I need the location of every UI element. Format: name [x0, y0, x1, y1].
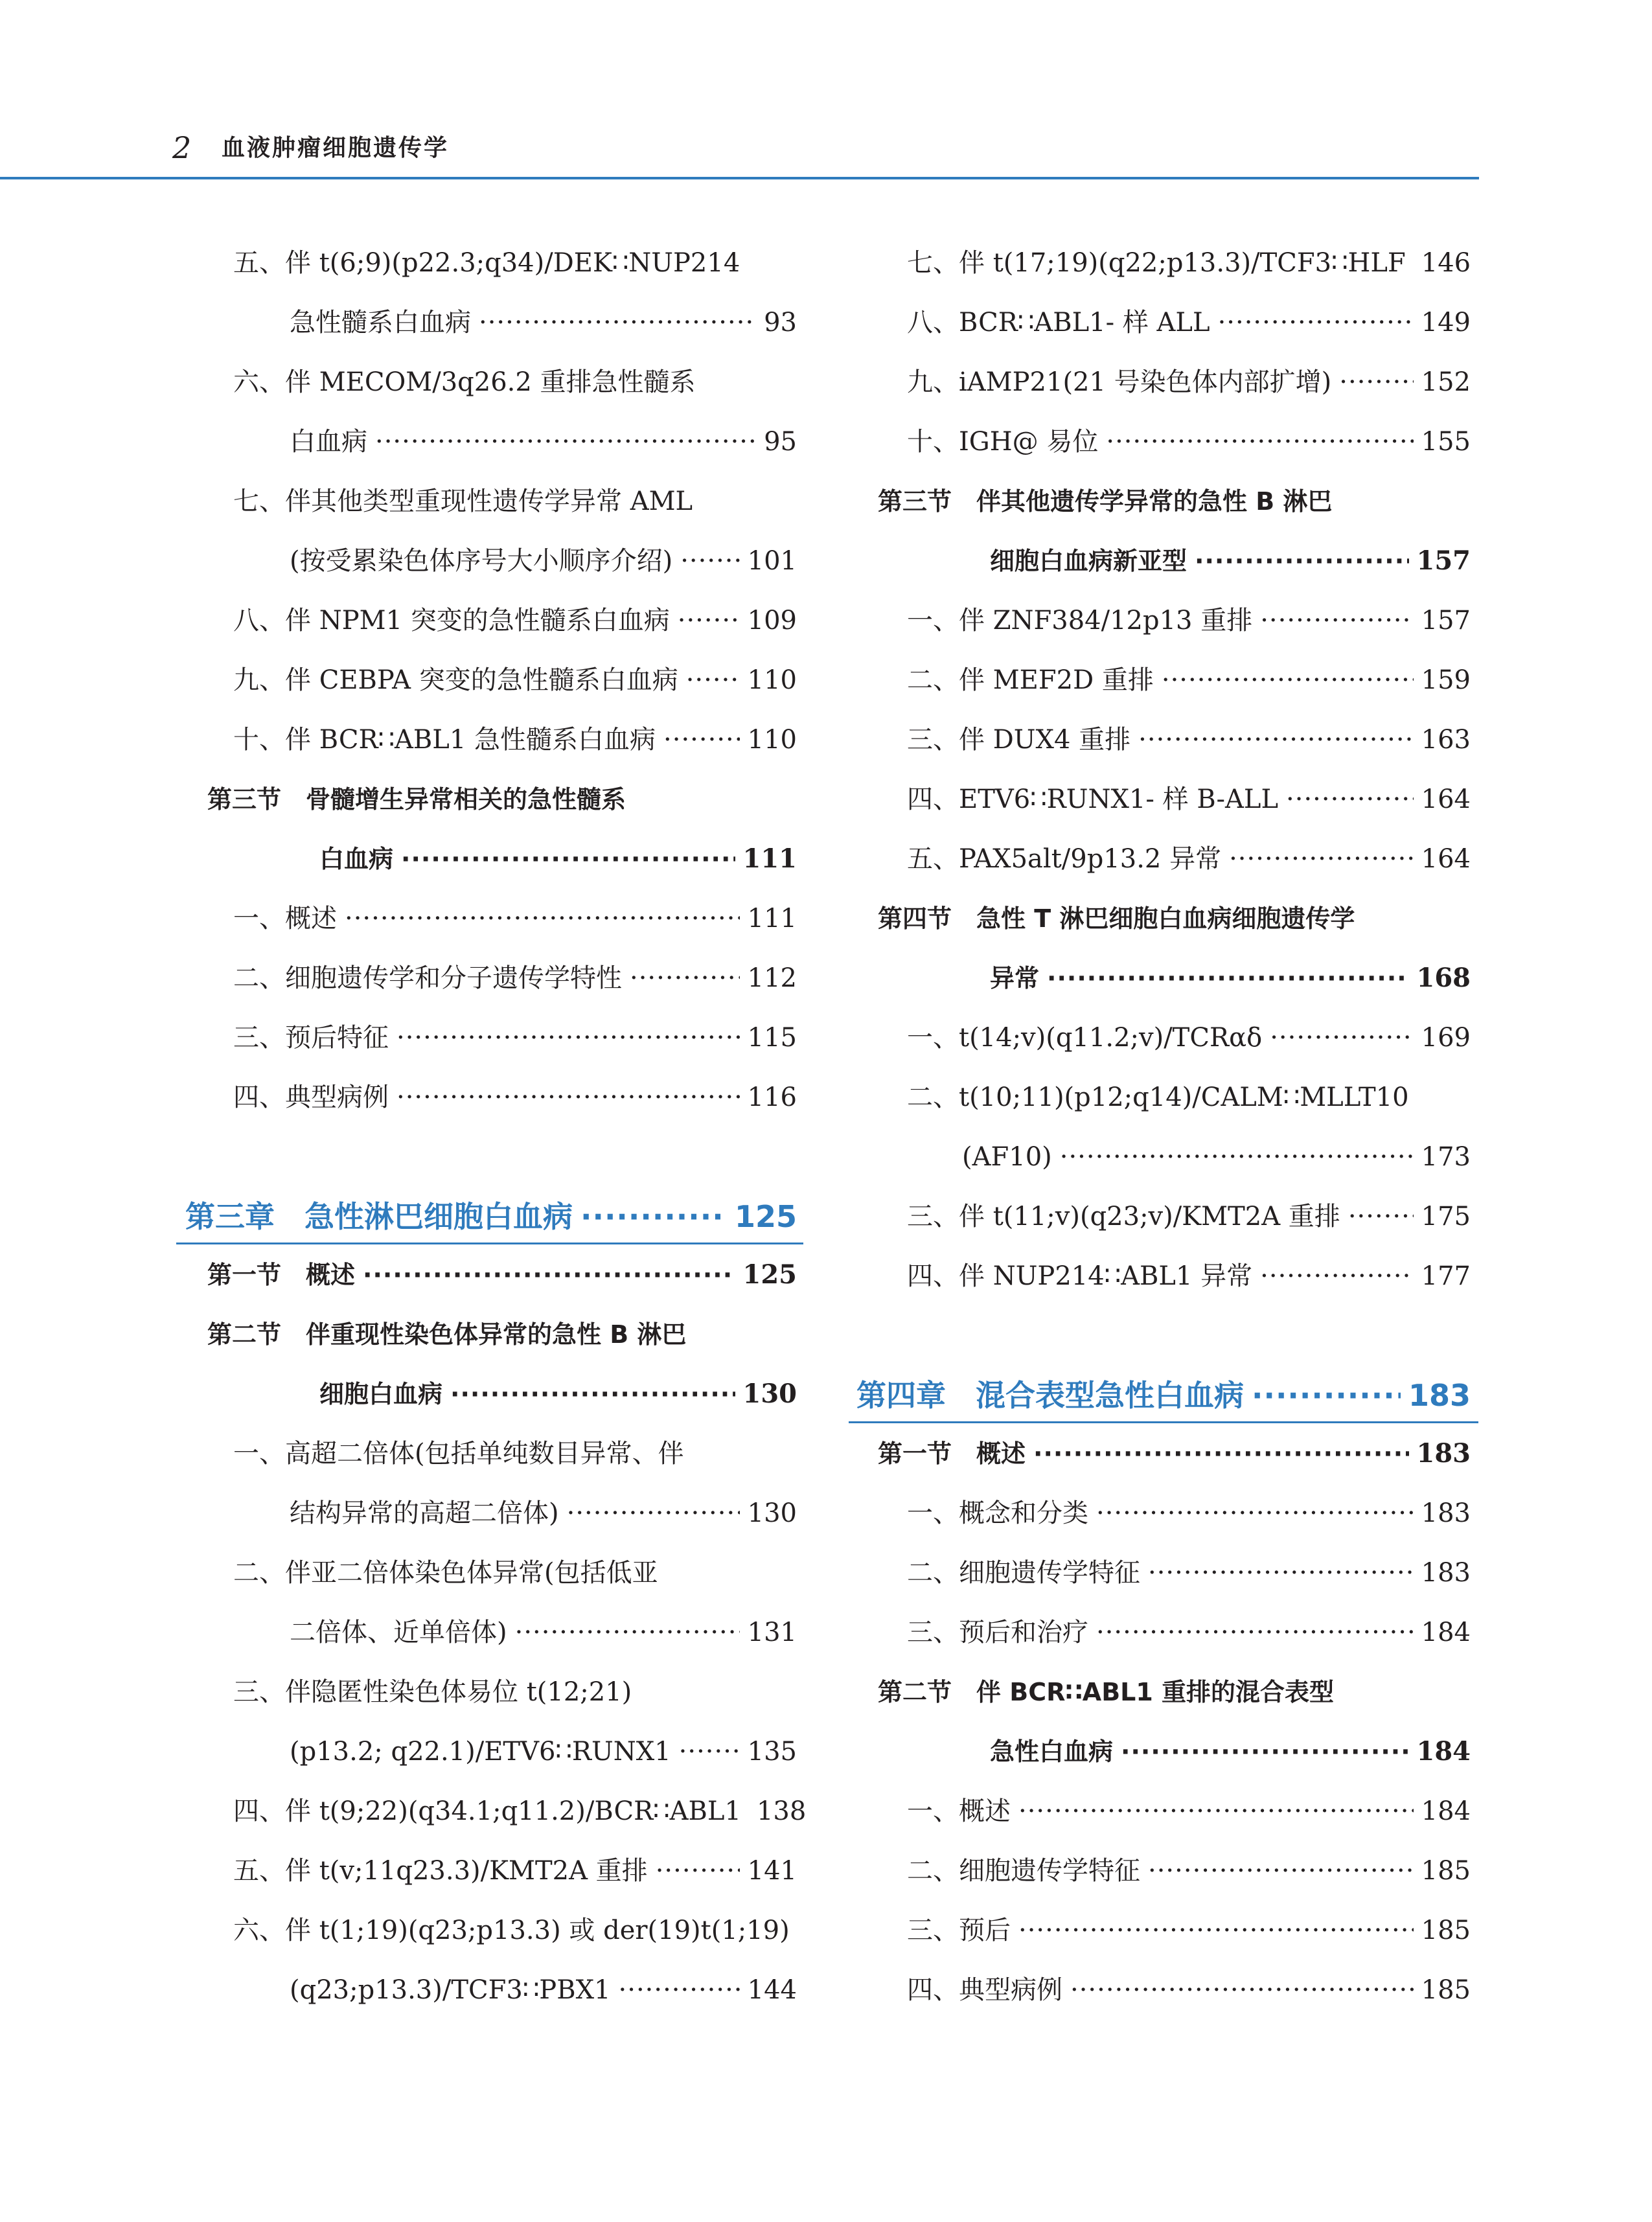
leader-dots	[656, 1858, 740, 1884]
toc-entry-label: 四、典型病例	[233, 1082, 389, 1112]
toc-entry-label: 八、BCR∷ABL1- 样 ALL	[907, 308, 1210, 338]
toc-entry-page: 111	[742, 843, 797, 874]
toc-entry-label: 异常	[990, 964, 1040, 992]
leader-dots	[1070, 1977, 1414, 2003]
toc-entry[interactable]	[233, 1424, 797, 1483]
toc-entry[interactable]	[233, 1543, 797, 1603]
toc-entry-label: 急性白血病	[990, 1737, 1114, 1766]
toc-entry-label: 十、伴 BCR∷ABL1 急性髓系白血病	[233, 725, 656, 755]
toc-entry-label: (q23;p13.3)/TCF3∷PBX1	[290, 1975, 611, 2005]
toc-section-entry[interactable]	[319, 829, 797, 889]
toc-entry-label: 四、典型病例	[907, 1975, 1062, 2005]
toc-entry[interactable]	[233, 1662, 797, 1722]
leader-dots	[479, 310, 756, 336]
toc-entry-label: 细胞白血病	[319, 1380, 443, 1408]
toc-entry-label: 二、细胞遗传学特征	[907, 1856, 1140, 1886]
page-number: 2	[172, 130, 192, 165]
toc-entry-page: 109	[747, 606, 797, 636]
book-title: 血液肿瘤细胞遗传学	[222, 135, 450, 161]
toc-entry-label: 四、伴 NUP214∷ABL1 异常	[907, 1261, 1253, 1291]
toc-entry-label: 六、伴 MECOM/3q26.2 重排急性髓系	[233, 367, 696, 397]
toc-section-entry[interactable]	[878, 889, 1471, 948]
toc-entry-page: 130	[747, 1498, 797, 1528]
toc-entry-page: 173	[1421, 1142, 1471, 1172]
toc-entry[interactable]	[233, 1008, 797, 1068]
toc-entry-label: 二、t(10;11)(p12;q14)/CALM∷MLLT10	[907, 1082, 1409, 1112]
toc-entry-label: (AF10)	[962, 1142, 1052, 1172]
leader-dots	[1121, 1739, 1408, 1764]
toc-entry-page: 185	[1421, 1975, 1471, 2005]
leader-dots	[1138, 727, 1414, 753]
toc-entry-label: 三、伴隐匿性染色体易位 t(12;21)	[233, 1677, 632, 1707]
toc-section-entry[interactable]	[207, 770, 797, 829]
toc-entry-label: 一、概述	[233, 904, 337, 933]
toc-entry-page: 101	[747, 546, 797, 576]
leader-dots	[345, 906, 740, 932]
toc-entry[interactable]	[290, 1960, 797, 2020]
toc-section-entry[interactable]	[990, 1722, 1471, 1781]
toc-entry-page: 184	[1416, 1736, 1471, 1767]
leader-dots	[1096, 1620, 1414, 1645]
toc-entry-page: 157	[1421, 606, 1471, 636]
toc-entry-label: 一、t(14;v)(q11.2;v)/TCRαδ	[907, 1023, 1263, 1053]
leader-dots	[619, 1977, 740, 2003]
toc-entry[interactable]	[907, 233, 1471, 293]
toc-entry[interactable]	[907, 1246, 1471, 1306]
toc-entry-page: 184	[1421, 1796, 1471, 1826]
toc-entry-label: 一、高超二倍体(包括单纯数目异常、伴	[233, 1439, 684, 1469]
toc-entry-page: 185	[1421, 1856, 1471, 1886]
toc-section-entry[interactable]	[990, 948, 1471, 1008]
toc-chapter-entry[interactable]	[856, 1366, 1471, 1425]
leader-dots	[1348, 1204, 1414, 1230]
leader-dots	[1218, 310, 1414, 336]
toc-entry[interactable]	[907, 1068, 1471, 1127]
leader-dots	[375, 429, 756, 455]
toc-entry[interactable]	[907, 293, 1471, 352]
toc-entry-page: 135	[747, 1737, 797, 1767]
toc-entry-label: 三、预后	[907, 1916, 1011, 1945]
toc-entry[interactable]	[907, 1483, 1471, 1543]
toc-entry-label: 第一节 概述	[878, 1439, 1026, 1468]
leader-dots	[1060, 1144, 1414, 1170]
leader-dots	[1106, 429, 1413, 455]
toc-entry[interactable]	[290, 293, 797, 352]
leader-dots	[1260, 608, 1413, 634]
leader-dots	[450, 1382, 735, 1406]
leader-dots	[1162, 667, 1414, 693]
leader-dots	[686, 667, 740, 693]
toc-entry-label: 四、伴 t(9;22)(q34.1;q11.2)/BCR∷ABL1	[233, 1796, 741, 1826]
leader-dots	[680, 548, 739, 574]
toc-entry-label: 第二节 伴 BCR∷ABL1 重排的混合表型	[878, 1678, 1335, 1706]
toc-entry-page: 116	[747, 1082, 797, 1112]
toc-entry-page: 164	[1421, 785, 1471, 814]
toc-entry-label: 三、预后特征	[233, 1023, 389, 1053]
toc-entry-label: 白血病	[290, 427, 367, 457]
toc-entry-page: 184	[1421, 1618, 1471, 1647]
toc-entry-page: 159	[1421, 665, 1471, 695]
toc-entry-page: 163	[1421, 725, 1471, 755]
leader-dots	[663, 727, 740, 753]
toc-entry-label: 一、伴 ZNF384/12p13 重排	[907, 606, 1253, 636]
leader-dots	[679, 1739, 740, 1765]
toc-entry-label: 六、伴 t(1;19)(q23;p13.3) 或 der(19)t(1;19)	[233, 1916, 790, 1945]
toc-entry[interactable]	[233, 591, 797, 650]
toc-entry-label: 第三节 伴其他遗传学异常的急性 B 淋巴	[878, 487, 1333, 516]
toc-entry-label: 七、伴其他类型重现性遗传学异常 AML	[233, 487, 693, 516]
leader-dots	[567, 1500, 740, 1526]
toc-entry[interactable]	[962, 1127, 1471, 1187]
toc-entry-label: 二、细胞遗传学和分子遗传学特性	[233, 963, 622, 993]
toc-entry-page: 115	[747, 1023, 797, 1053]
toc-entry-label: 二、伴 MEF2D 重排	[907, 665, 1154, 695]
toc-section-entry[interactable]	[207, 1305, 797, 1364]
toc-entry-page: 168	[1416, 963, 1471, 993]
toc-entry-label: 二、伴亚二倍体染色体异常(包括低亚	[233, 1558, 658, 1588]
toc-entry-page: 95	[764, 427, 797, 457]
leader-dots	[678, 608, 740, 634]
toc-entry[interactable]	[907, 1841, 1471, 1901]
toc-entry[interactable]	[907, 770, 1471, 829]
leader-dots	[1018, 1798, 1414, 1824]
toc-entry[interactable]	[907, 1187, 1471, 1246]
toc-entry-label: (p13.2; q22.1)/ETV6∷RUNX1	[290, 1737, 671, 1767]
toc-entry-label: 五、PAX5alt/9p13.2 异常	[907, 844, 1222, 874]
toc-entry-page: 130	[742, 1379, 797, 1409]
toc-entry-page: 155	[1421, 427, 1471, 457]
toc-entry[interactable]	[290, 412, 797, 472]
leader-dots	[401, 847, 735, 871]
toc-entry-label: 七、伴 t(17;19)(q22;p13.3)/TCF3∷HLF	[907, 248, 1406, 278]
toc-entry-page: 175	[1421, 1202, 1471, 1231]
toc-entry-page: 157	[1416, 545, 1471, 576]
toc-entry-page: 112	[747, 963, 797, 993]
toc-entry-label: 三、伴 DUX4 重排	[907, 725, 1131, 755]
toc-entry[interactable]	[907, 710, 1471, 770]
toc-entry-label: 三、伴 t(11;v)(q23;v)/KMT2A 重排	[907, 1202, 1340, 1231]
toc-entry-label: (按受累染色体序号大小顺序介绍)	[290, 546, 673, 576]
toc-entry-page: 144	[747, 1975, 797, 2005]
leader-dots	[396, 1084, 740, 1110]
toc-entry-page: 183	[1421, 1498, 1471, 1528]
leader-dots	[1252, 1380, 1401, 1410]
toc-entry-page: 131	[747, 1618, 797, 1647]
toc-entry[interactable]	[233, 1781, 807, 1841]
toc-entry-page: 141	[747, 1856, 797, 1886]
toc-chapter-entry[interactable]	[185, 1187, 797, 1246]
leader-dots	[580, 1202, 727, 1231]
leader-dots	[1148, 1560, 1414, 1586]
toc-entry-label: 八、伴 NPM1 突变的急性髓系白血病	[233, 606, 670, 636]
toc-entry-page: 146	[1421, 248, 1471, 278]
toc-entry-label: 第三节 骨髓增生异常相关的急性髓系	[207, 785, 626, 814]
toc-entry[interactable]	[907, 650, 1471, 710]
toc-entry-label: 第二节 伴重现性染色体异常的急性 B 淋巴	[207, 1320, 687, 1349]
leader-dots	[1270, 1025, 1413, 1051]
chapter-underline	[176, 1243, 803, 1244]
toc-section-entry[interactable]	[990, 531, 1471, 591]
toc-entry-label: 五、伴 t(v;11q23.3)/KMT2A 重排	[233, 1856, 648, 1886]
leader-dots	[363, 1263, 735, 1287]
toc-entry-label: 第三章 急性淋巴细胞白血病	[185, 1199, 573, 1234]
toc-entry-page: 93	[764, 308, 797, 338]
toc-entry[interactable]	[233, 472, 797, 531]
leader-dots	[1018, 1918, 1414, 1943]
toc-entry-label: 二、细胞遗传学特征	[907, 1558, 1140, 1588]
toc-entry[interactable]	[233, 352, 797, 412]
toc-entry-label: 结构异常的高超二倍体)	[290, 1498, 559, 1528]
toc-entry[interactable]	[233, 233, 797, 293]
toc-entry-page: 183	[1408, 1378, 1471, 1413]
leader-dots	[1033, 1441, 1408, 1466]
toc-entry-label: 四、ETV6∷RUNX1- 样 B-ALL	[907, 785, 1279, 814]
toc-entry[interactable]	[290, 1722, 797, 1781]
toc-entry[interactable]	[233, 889, 797, 948]
toc-entry-label: 十、IGH@ 易位	[907, 427, 1099, 457]
toc-entry-label: 一、概述	[907, 1796, 1011, 1826]
toc-section-entry[interactable]	[207, 1245, 797, 1305]
toc-section-entry[interactable]	[878, 1424, 1471, 1483]
leader-dots	[1286, 786, 1414, 812]
toc-entry-label: 三、预后和治疗	[907, 1618, 1088, 1647]
toc-entry-label: 第四章 混合表型急性白血病	[856, 1378, 1244, 1413]
toc-entry[interactable]	[233, 1841, 797, 1901]
toc-entry[interactable]	[233, 1901, 797, 1960]
toc-entry[interactable]	[233, 948, 797, 1008]
leader-dots	[1195, 549, 1408, 573]
toc-entry[interactable]	[907, 1543, 1471, 1603]
toc-entry-page: 177	[1421, 1261, 1471, 1291]
toc-entry[interactable]	[233, 650, 797, 710]
toc-entry[interactable]	[233, 710, 797, 770]
toc-entry[interactable]	[290, 1483, 797, 1543]
toc-entry-page: 125	[742, 1259, 797, 1290]
leader-dots	[1096, 1500, 1414, 1526]
toc-entry-page: 164	[1421, 844, 1471, 874]
header-rule	[0, 177, 1479, 179]
toc-section-entry[interactable]	[878, 472, 1471, 531]
toc-entry-label: 九、iAMP21(21 号染色体内部扩增)	[907, 367, 1332, 397]
running-header	[0, 0, 1652, 181]
toc-entry-label: 一、概念和分类	[907, 1498, 1088, 1528]
toc-entry-page: 111	[747, 904, 797, 933]
toc-entry[interactable]	[290, 531, 797, 591]
toc-entry[interactable]	[907, 1960, 1471, 2020]
leader-dots	[1260, 1263, 1413, 1289]
toc-entry[interactable]	[907, 412, 1471, 472]
toc-entry-page: 152	[1421, 367, 1471, 397]
toc-entry[interactable]	[907, 1901, 1471, 1960]
toc-entry-page: 138	[756, 1796, 807, 1826]
toc-entry[interactable]	[233, 1068, 797, 1127]
toc-entry-page: 183	[1416, 1438, 1471, 1469]
toc-entry[interactable]	[907, 1781, 1471, 1841]
toc-entry-page: 183	[1421, 1558, 1471, 1588]
toc-entry-page: 149	[1421, 308, 1471, 338]
toc-entry[interactable]	[907, 352, 1471, 412]
toc-entry-page: 110	[747, 725, 797, 755]
toc-entry-label: 二倍体、近单倍体)	[290, 1618, 507, 1647]
toc-entry-label: 急性髓系白血病	[290, 308, 471, 338]
toc-entry-label: 白血病	[319, 845, 394, 873]
toc-section-entry[interactable]	[319, 1364, 797, 1424]
leader-dots	[1339, 369, 1413, 395]
toc-entry-page: 185	[1421, 1916, 1471, 1945]
leader-dots	[1148, 1858, 1414, 1884]
leader-dots	[396, 1025, 740, 1051]
toc-entry[interactable]	[907, 591, 1471, 650]
leader-dots	[1047, 966, 1408, 991]
toc-entry-label: 第四节 急性 T 淋巴细胞白血病细胞遗传学	[878, 904, 1355, 933]
toc-entry-label: 九、伴 CEBPA 突变的急性髓系白血病	[233, 665, 678, 695]
leader-dots	[1229, 846, 1414, 872]
toc-entry[interactable]	[290, 1603, 797, 1662]
toc-entry[interactable]	[907, 829, 1471, 889]
leader-dots	[630, 965, 740, 991]
toc-entry-label: 细胞白血病新亚型	[990, 547, 1187, 575]
toc-section-entry[interactable]	[878, 1662, 1471, 1722]
chapter-underline	[849, 1421, 1478, 1423]
toc-entry[interactable]	[907, 1008, 1471, 1068]
toc-entry[interactable]	[907, 1603, 1471, 1662]
toc-entry-page: 125	[734, 1199, 797, 1234]
leader-dots	[515, 1620, 740, 1645]
toc-entry-label: 第一节 概述	[207, 1261, 356, 1289]
toc-entry-page: 110	[747, 665, 797, 695]
toc-entry-page: 169	[1421, 1023, 1471, 1053]
toc-entry-label: 五、伴 t(6;9)(p22.3;q34)/DEK∷NUP214	[233, 248, 740, 278]
